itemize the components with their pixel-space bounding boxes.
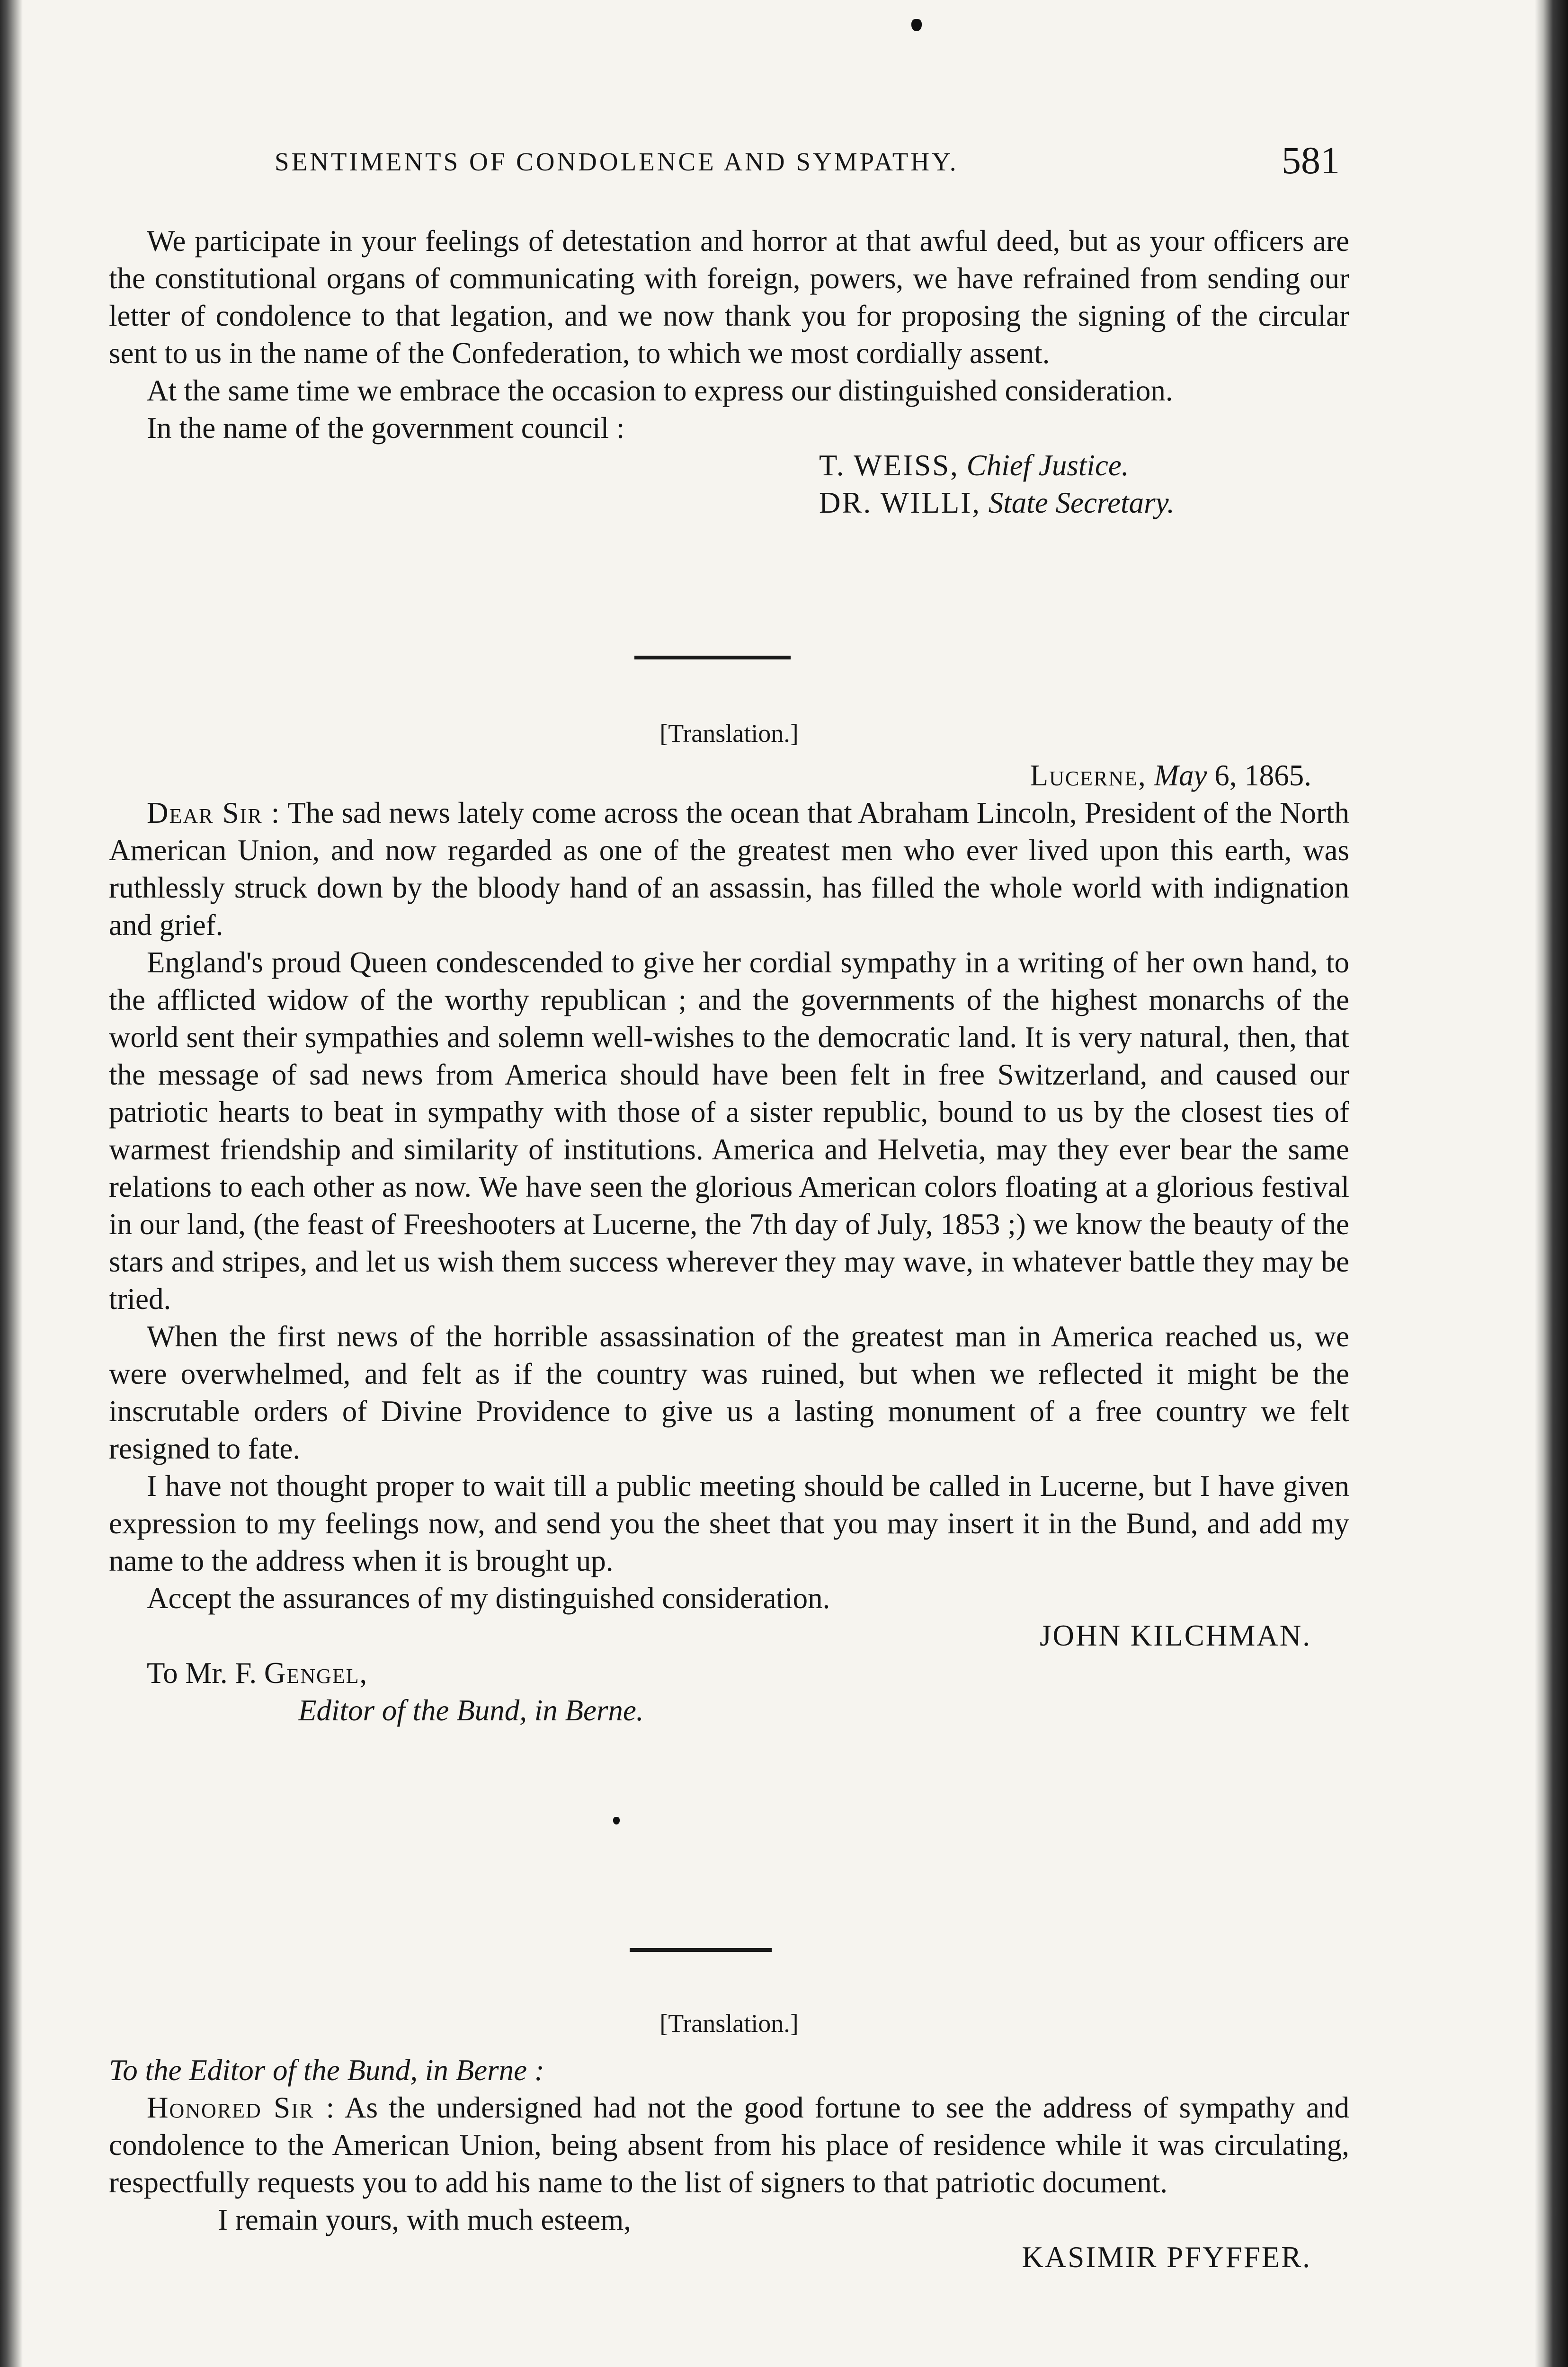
signer-line <box>819 484 1349 522</box>
signature: KASIMIR PFYFFER. <box>1022 2241 1311 2274</box>
letter-2 <box>109 715 1349 1729</box>
section-divider <box>630 1948 772 1952</box>
paragraph: We participate in your feelings of detestation and horror at that awful deed, but as your officers are the constitutional organs of communicating with foreign, powers, we have refrained from sending our letter of condolence to that legation, and we now thank you for proposing the signing of the circular sent to us in the name of the Confederation, to which we most cordially assent. <box>109 224 1349 370</box>
signer-line <box>819 447 1349 484</box>
paragraph-text: The sad news lately come across the ocean that Abraham Lincoln, President of the North American Union, and now regarded as one of the greatest men who ever lived upon this earth, was ruthlessly struck down by the bloody hand of an assassin, has filled the whole world with indignation and grief. <box>109 796 1349 942</box>
date-month: May <box>1154 759 1207 792</box>
paragraph <box>109 2089 1349 2201</box>
signer-title: Chief Justice. <box>966 449 1129 482</box>
signer-name: T. WEISS, <box>819 449 959 482</box>
addressee <box>109 1655 1349 1692</box>
paragraph: I have not thought proper to wait till a public meeting should be called in Lucerne, but I have given expression to my feelings now, and send you the sheet that you may insert it in the Bund, and add my name to the address when it is brought up. <box>109 1469 1349 1577</box>
date-rest: 6, 1865. <box>1214 759 1311 792</box>
paragraph-text: As the undersigned had not the good fortune to see the address of sympathy and condolence to the American Union, being absent from his place of residence while it was circulating, respectfully requests you to add his name to the list of signers to that patriotic document. <box>109 2091 1349 2199</box>
signer-title: State Secretary. <box>988 486 1175 519</box>
letter-3 <box>109 2005 1349 2276</box>
paragraph: At the same time we embrace the occasion to express our distinguished consideration. <box>147 374 1173 407</box>
running-head: SENTIMENTS OF CONDOLENCE AND SYMPATHY. <box>275 147 959 176</box>
place: Lucerne, <box>1030 759 1147 792</box>
signer-name: DR. WILLI, <box>819 486 981 519</box>
ink-speck <box>911 19 922 31</box>
ink-speck <box>613 1817 620 1824</box>
binding-edge-left <box>0 0 23 2367</box>
letter-1 <box>109 222 1349 522</box>
paragraph: Accept the assurances of my distinguished consideration. <box>147 1582 830 1615</box>
paragraph <box>109 794 1349 944</box>
addressee-line: Editor of the Bund, in Berne. <box>298 1694 644 1727</box>
closing: I remain yours, with much esteem, <box>218 2203 632 2236</box>
letter-heading: To the Editor of the Bund, in Berne : <box>109 2054 544 2087</box>
addressee-prefix: To Mr. F. <box>147 1656 257 1690</box>
section-divider <box>634 656 791 659</box>
salutation: Dear Sir : <box>147 796 281 829</box>
signature-block <box>109 447 1349 522</box>
paragraph: When the first news of the horrible assassination of the greatest man in America reached us, we were overwhelmed, and felt as if the country was ruined, but when we reflected it might be the inscrutable orders of Divine Providence to give us a lasting monument of a free country we felt resigned to fate. <box>109 1320 1349 1465</box>
translation-note: [Translation.] <box>659 719 799 747</box>
paragraph: England's proud Queen condescended to give her cordial sympathy in a writing of her own hand, to the afflicted widow of the worthy republican ; and the governments of the highest monarchs of the world sent their sympathies and solemn well-wishes to the democratic land. It is very natural, then, that the message of sad news from America should have been felt in free Switzerland, and caused our patriotic hearts to beat in sympathy with those of a sister republic, bound to us by the closest ties of warmest friendship and similarity of institutions. America and Helvetia, may they ever bear the same relations to each other as now. We have seen the glorious American colors floating at a glorious festival in our land, (the feast of Freeshooters at Lucerne, the 7th day of July, 1853 ;) we know the beauty of the stars and stripes, and let us wish them success wherever they may wave, in whatever battle they may be tried. <box>109 946 1349 1316</box>
page-number: 581 <box>1282 139 1340 182</box>
signature: JOHN KILCHMAN. <box>1040 1619 1311 1652</box>
addressee-name: Gengel, <box>264 1656 368 1690</box>
page-header <box>109 138 1340 181</box>
paragraph: In the name of the government council : <box>147 411 625 445</box>
dateline <box>109 757 1349 794</box>
salutation: Honored Sir : <box>147 2091 336 2124</box>
binding-edge-right <box>1535 0 1568 2367</box>
translation-note: [Translation.] <box>659 2009 799 2038</box>
